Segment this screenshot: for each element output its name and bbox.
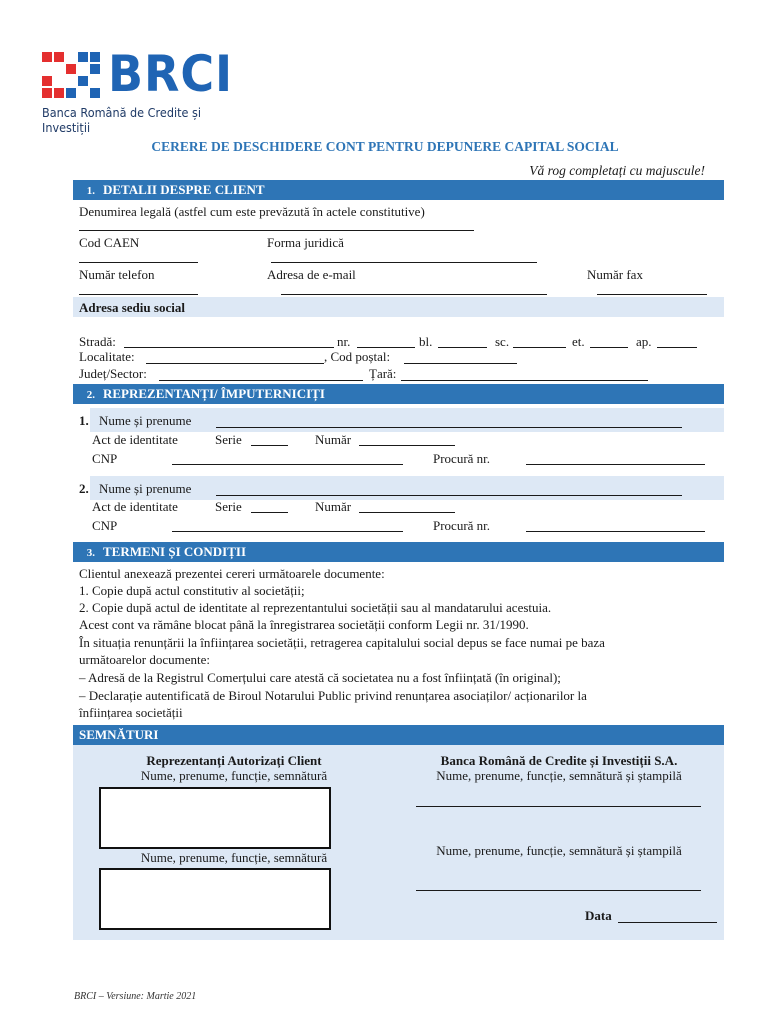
terms-line: 2. Copie după actul de identitate al reprezentantului societății sau al mandatarului acestuia.: [79, 600, 552, 615]
street-field[interactable]: [124, 347, 334, 348]
email-field[interactable]: [281, 294, 547, 295]
brci-logo: [42, 45, 242, 135]
version-footer: BRCI – Versiune: Martie 2021: [74, 991, 197, 1002]
rep-2-cnp-field[interactable]: [172, 531, 403, 532]
rep-2-name-label: Nume și prenume: [99, 481, 192, 496]
nr-label: nr.: [337, 334, 351, 349]
brand-name: BRCI: [108, 45, 234, 103]
postal-code-field[interactable]: [404, 363, 517, 364]
et-field[interactable]: [590, 347, 628, 348]
section-3-header: [73, 542, 724, 562]
client-signature-box-2[interactable]: [99, 868, 331, 930]
rep-1-serie-label: Serie: [215, 432, 242, 447]
rep-2-numar-field[interactable]: [359, 512, 455, 513]
bank-signature-caption-1: Nume, prenume, funcție, semnătură și ștampilă: [436, 768, 682, 783]
bl-label: bl.: [419, 334, 433, 349]
county-label: Județ/Sector:: [79, 366, 147, 381]
fax-label: Număr fax: [587, 267, 643, 282]
caen-field[interactable]: [79, 262, 198, 263]
section-2-header: [73, 384, 724, 404]
section-3-number: 3.: [86, 547, 95, 559]
nr-field[interactable]: [357, 347, 415, 348]
postal-code-label: , Cod poștal:: [324, 349, 391, 364]
email-label: Adresa de e-mail: [267, 267, 356, 282]
fax-field[interactable]: [597, 294, 707, 295]
phone-label: Număr telefon: [79, 267, 155, 282]
section-1-number: 1.: [86, 185, 95, 197]
uppercase-note: Vă rog completați cu majuscule!: [529, 163, 705, 178]
signatures-title: SEMNĂTURI: [79, 727, 159, 742]
rep-2-cnp-label: CNP: [92, 518, 118, 533]
legal-form-field[interactable]: [271, 262, 537, 263]
sc-label: sc.: [495, 334, 510, 349]
section-2-title: REPREZENTANȚI/ ÎMPUTERNICIȚI: [103, 386, 325, 401]
bank-signature-line-1[interactable]: [416, 806, 701, 807]
rep-1-numar-field[interactable]: [359, 445, 455, 446]
address-title: Adresa sediu social: [79, 300, 185, 315]
bl-field[interactable]: [438, 347, 487, 348]
terms-line: – Declarație autentificată de Biroul Notarului Public privind renunțarea asociaților/ acționarilor la: [79, 688, 587, 703]
ap-label: ap.: [636, 334, 652, 349]
bank-signature-line-2[interactable]: [416, 890, 701, 891]
terms-line: 1. Copie după actul constitutiv al societății;: [79, 583, 305, 598]
rep-1-procura-field[interactable]: [526, 464, 705, 465]
rep-1-cnp-label: CNP: [92, 451, 118, 466]
bank-signatures-title: Banca Română de Credite și Investiții S.A.: [440, 753, 678, 768]
phone-field[interactable]: [79, 294, 198, 295]
section-1-header: [73, 180, 724, 200]
terms-line: următoarelor documente:: [79, 652, 211, 667]
et-label: et.: [572, 334, 585, 349]
bank-signature-caption-2: Nume, prenume, funcție, semnătură și ștampilă: [436, 843, 682, 858]
country-label: Țară:: [369, 366, 397, 381]
document-title: CERERE DE DESCHIDERE CONT PENTRU DEPUNERE CAPITAL SOCIAL: [151, 139, 619, 154]
street-label: Stradă:: [79, 334, 116, 349]
client-signatures-title: Reprezentanți Autorizați Client: [146, 753, 322, 768]
section-3-title: TERMENI ȘI CONDIȚII: [103, 544, 247, 559]
bank-name: Banca Română de Credite și Investiții: [42, 105, 202, 135]
rep-1-cnp-field[interactable]: [172, 464, 403, 465]
rep-2-number: 2.: [79, 481, 89, 496]
sc-field[interactable]: [513, 347, 566, 348]
legal-name-label: Denumirea legală (astfel cum este prevăzută în actele constitutive): [79, 204, 425, 219]
client-signature-caption-2: Nume, prenume, funcție, semnătură: [140, 850, 328, 865]
legal-form-label: Forma juridică: [267, 235, 344, 250]
section-2-number: 2.: [86, 389, 95, 401]
rep-1-name-label: Nume și prenume: [99, 413, 192, 428]
terms-line: Acest cont va rămâne blocat până la înregistrarea societății conform Legii nr. 31/1990.: [79, 617, 529, 632]
rep-1-procura-label: Procură nr.: [433, 451, 491, 466]
ap-field[interactable]: [657, 347, 697, 348]
terms-line: – Adresă de la Registrul Comerțului care atestă că societatea nu a fost înființată (în original);: [79, 670, 561, 685]
legal-name-field[interactable]: [79, 230, 474, 231]
rep-2-numar-label: Număr: [315, 499, 352, 514]
client-signature-caption-1: Nume, prenume, funcție, semnătură: [140, 768, 328, 783]
rep-1-name-field[interactable]: [216, 427, 682, 428]
rep-1-serie-field[interactable]: [251, 445, 288, 446]
signatures-header: [73, 725, 724, 745]
terms-line: înființarea societății: [79, 705, 183, 720]
terms-line: Clientul anexează prezentei cereri următoarele documente:: [79, 566, 385, 581]
terms-line: În situația renunțării la înființarea societății, retragerea capitalului social depus se face numai pe baza: [79, 635, 605, 650]
rep-1-numar-label: Număr: [315, 432, 352, 447]
county-field[interactable]: [159, 380, 363, 381]
rep-2-procura-label: Procură nr.: [433, 518, 491, 533]
locality-label: Localitate:: [79, 349, 135, 364]
rep-2-name-field[interactable]: [216, 495, 682, 496]
client-signature-box-1[interactable]: [99, 787, 331, 849]
rep-1-id-label: Act de identitate: [92, 432, 178, 447]
date-field[interactable]: [618, 922, 717, 923]
rep-2-procura-field[interactable]: [526, 531, 705, 532]
date-label: Data: [585, 908, 612, 923]
country-field[interactable]: [401, 380, 648, 381]
locality-field[interactable]: [146, 363, 324, 364]
rep-1-number: 1.: [79, 413, 89, 428]
rep-2-serie-field[interactable]: [251, 512, 288, 513]
brci-logo-mark-icon: [42, 48, 104, 102]
rep-2-id-label: Act de identitate: [92, 499, 178, 514]
section-1-title: DETALII DESPRE CLIENT: [103, 182, 265, 197]
caen-label: Cod CAEN: [79, 235, 140, 250]
rep-2-serie-label: Serie: [215, 499, 242, 514]
